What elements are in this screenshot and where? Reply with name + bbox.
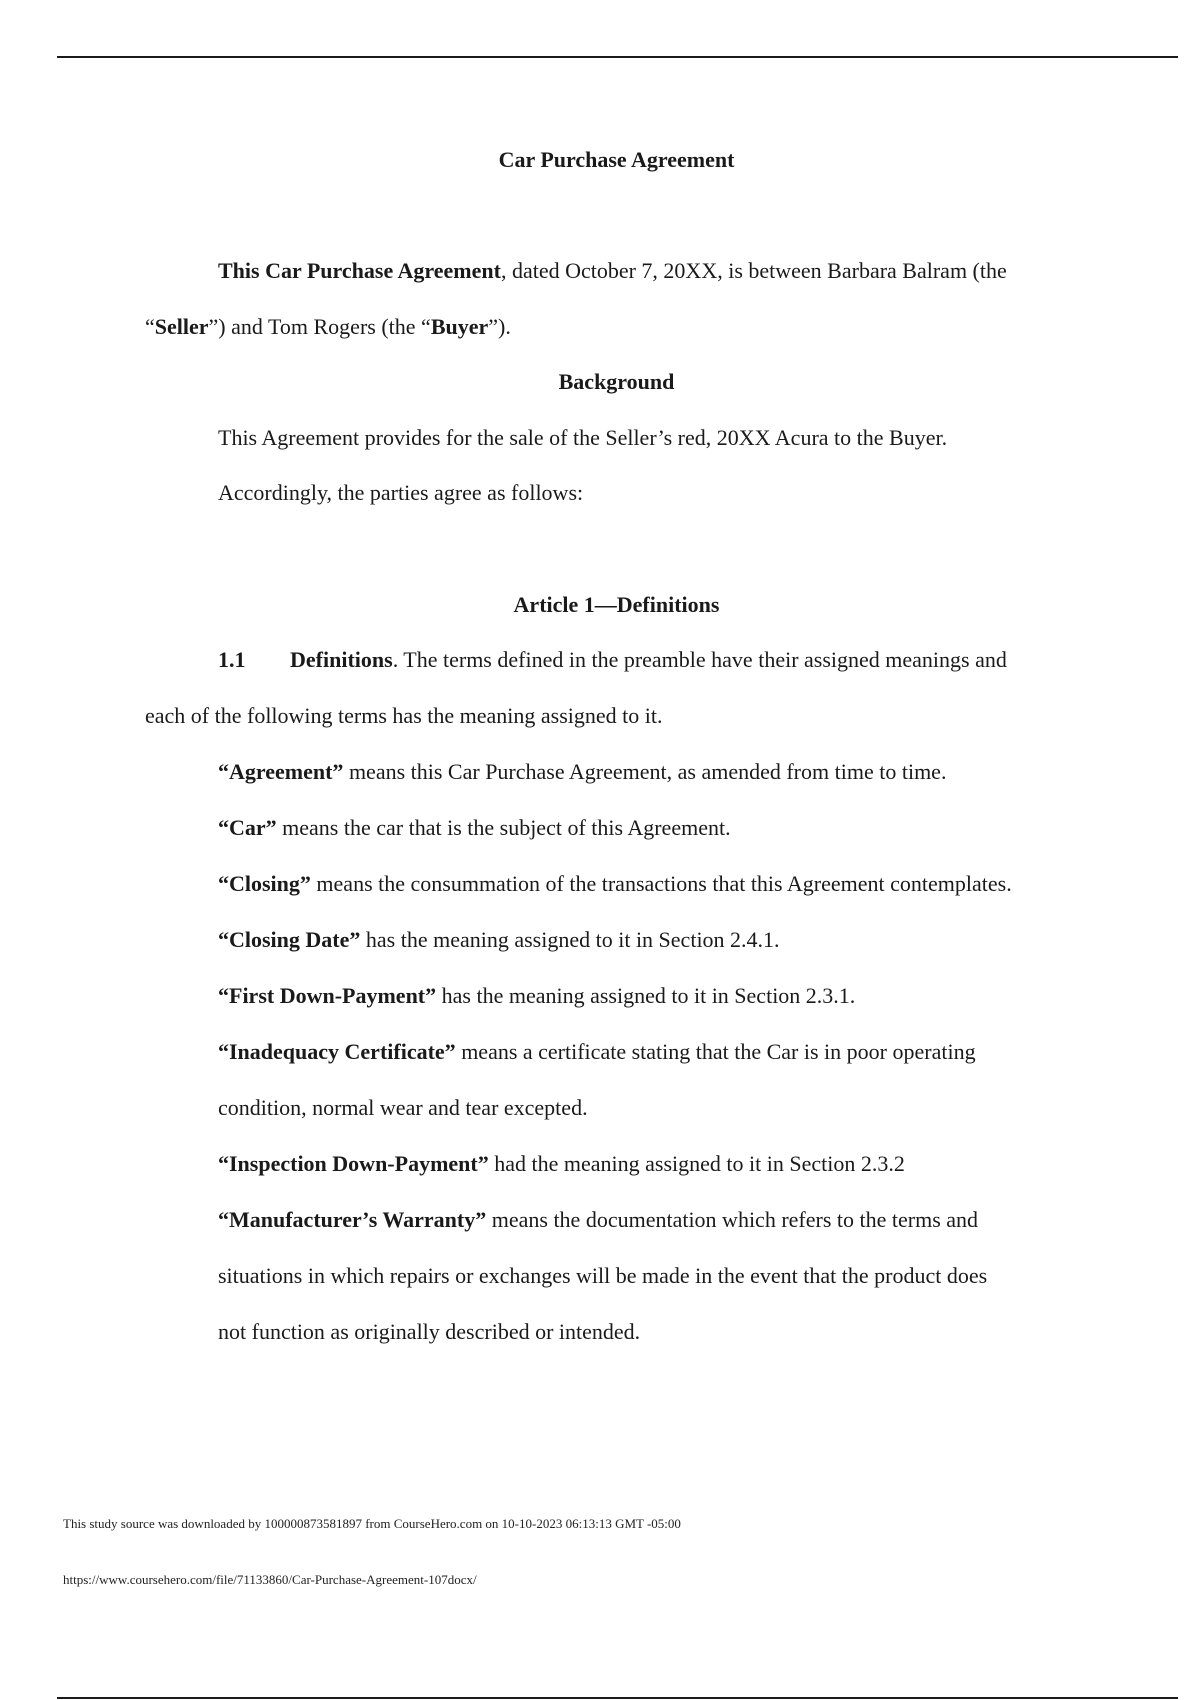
definition-item: [218, 758, 946, 786]
definition-continuation: condition, normal wear and tear excepted.: [218, 1095, 588, 1120]
intro-line-2-end: ”).: [488, 314, 511, 339]
definition-text: has the meaning assigned to it in Section 2.3.1.: [436, 983, 856, 1008]
definition-item: [218, 1150, 905, 1178]
definition-term: “Agreement”: [218, 759, 344, 784]
definition-text: means the documentation which refers to the terms and: [486, 1207, 979, 1232]
definition-text: means a certificate stating that the Car is in poor operating: [455, 1039, 976, 1064]
buyer-term: Buyer: [430, 314, 489, 339]
section-text: . The terms defined in the preamble have their assigned meanings and: [392, 647, 1007, 672]
definition-item: [218, 1038, 976, 1066]
background-line-2: Accordingly, the parties agree as follows:: [218, 480, 584, 505]
intro-line-1: [218, 257, 1007, 285]
definition-item: [218, 982, 855, 1010]
definition-item: [218, 1206, 978, 1234]
background-line-1: This Agreement provides for the sale of the Seller’s red, 20XX Acura to the Buyer.: [218, 425, 948, 450]
definition-term: “Inspection Down-Payment”: [218, 1151, 489, 1176]
section-1-1-line-2: each of the following terms has the meaning assigned to it.: [145, 703, 663, 728]
footer-source-line: This study source was downloaded by 100000873581897 from CourseHero.com on 10-10-2023 06:13:13 GMT -05:00: [63, 1516, 681, 1531]
intro-quote-open: “: [145, 314, 155, 339]
footer-url-line: https://www.coursehero.com/file/71133860/Car-Purchase-Agreement-107docx/: [63, 1572, 477, 1587]
definition-text: means the consummation of the transactions that this Agreement contemplates.: [310, 871, 1012, 896]
intro-agreement-name: This Car Purchase Agreement: [218, 258, 501, 283]
definition-text: means the car that is the subject of this Agreement.: [276, 815, 731, 840]
definition-text: has the meaning assigned to it in Section 2.4.1.: [360, 927, 780, 952]
section-number: 1.1: [218, 647, 246, 672]
intro-line-2-mid: ”) and Tom Rogers (the “: [208, 314, 431, 339]
definition-text: means this Car Purchase Agreement, as amended from time to time.: [343, 759, 947, 784]
definition-text: had the meaning assigned to it in Section 2.3.2: [488, 1151, 905, 1176]
definition-term: “Car”: [218, 815, 277, 840]
definition-term: “Closing Date”: [218, 927, 361, 952]
definition-item: [218, 870, 1012, 898]
definition-term: “Manufacturer’s Warranty”: [218, 1207, 487, 1232]
bottom-rule: [57, 1697, 1178, 1699]
definition-term: “Inadequacy Certificate”: [218, 1039, 456, 1064]
definition-item: [218, 926, 780, 954]
definition-term: “First Down-Payment”: [218, 983, 437, 1008]
section-1-1-line-1: [218, 646, 1007, 674]
background-heading: Background: [558, 369, 675, 394]
seller-term: Seller: [154, 314, 209, 339]
article-1-heading: Article 1—Definitions: [513, 592, 720, 617]
section-title: Definitions: [290, 647, 393, 672]
top-rule: [57, 56, 1178, 58]
intro-line-1-text: , dated October 7, 20XX, is between Barbara Balram (the: [500, 258, 1007, 283]
definition-item: [218, 814, 731, 842]
definition-continuation: situations in which repairs or exchanges will be made in the event that the product does: [218, 1263, 988, 1288]
intro-line-2: [145, 313, 511, 341]
document-title: Car Purchase Agreement: [498, 147, 735, 172]
definition-term: “Closing”: [218, 871, 311, 896]
definition-continuation: not function as originally described or intended.: [218, 1319, 641, 1344]
